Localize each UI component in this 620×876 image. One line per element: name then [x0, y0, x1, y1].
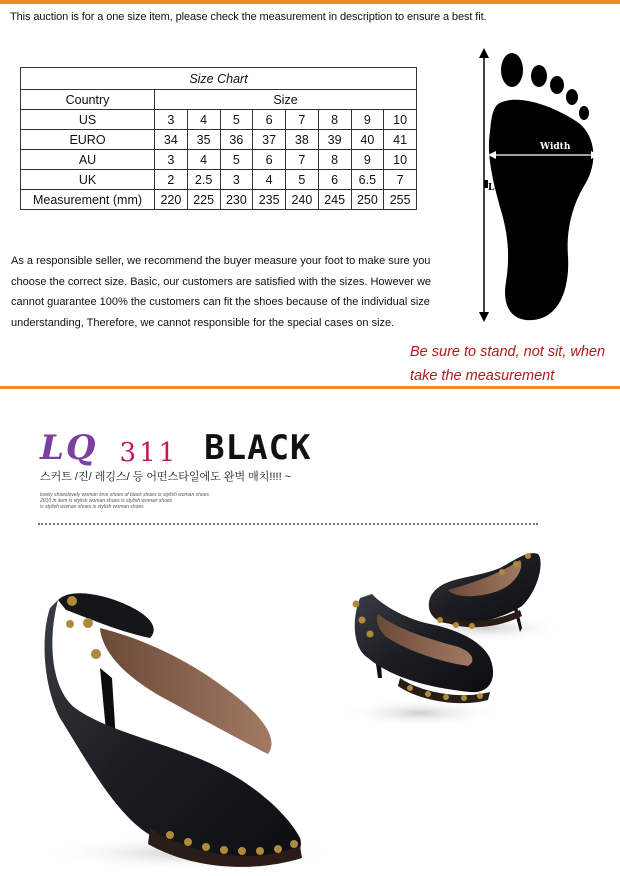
size-cell: 34 — [155, 130, 188, 150]
size-cell: 41 — [384, 130, 417, 150]
stand-note-line: take the measurement — [410, 368, 555, 384]
size-chart-row — [21, 130, 417, 150]
dotted-divider — [38, 523, 538, 525]
size-cell: 5 — [286, 170, 319, 190]
product-code: LQ — [40, 428, 98, 468]
size-chart-row — [21, 110, 417, 130]
product-title — [40, 428, 312, 468]
size-cell: 2 — [155, 170, 188, 190]
deco-line: 2010 in item is stylish woman shoes is stylish woman shoes — [40, 498, 173, 504]
fit-notice: This auction is for a one size item, please check the measurement in description to ensure a best fit. — [10, 11, 487, 23]
size-row-label: AU — [21, 150, 155, 170]
size-row-label: US — [21, 110, 155, 130]
size-cell: 240 — [286, 190, 319, 210]
foot-measurement-diagram — [478, 46, 608, 326]
size-cell: 4 — [187, 150, 220, 170]
top-divider — [0, 0, 620, 4]
size-cell: 225 — [187, 190, 220, 210]
length-label: Length — [488, 183, 524, 193]
stand-measurement-note — [410, 340, 605, 388]
size-cell: 230 — [220, 190, 253, 210]
size-cell: 10 — [384, 110, 417, 130]
size-cell: 255 — [384, 190, 417, 210]
size-cell: 3 — [155, 110, 188, 130]
size-cell: 38 — [286, 130, 319, 150]
size-cell: 8 — [318, 110, 351, 130]
size-cell: 4 — [253, 170, 286, 190]
size-header: Size — [155, 90, 417, 110]
size-cell: 6.5 — [351, 170, 384, 190]
size-cell: 6 — [253, 110, 286, 130]
size-row-label: UK — [21, 170, 155, 190]
size-cell: 3 — [220, 170, 253, 190]
size-cell: 2.5 — [187, 170, 220, 190]
size-chart-row — [21, 150, 417, 170]
size-cell: 35 — [187, 130, 220, 150]
length-arrow-head-bottom — [479, 312, 489, 322]
advice-line: cannot guarantee 100% the customers can fit the shoes because of the individual size — [11, 296, 430, 308]
advice-line: understanding, Therefore, we cannot responsible for the special cases on size. — [11, 316, 395, 329]
size-cell: 5 — [220, 150, 253, 170]
size-cell: 37 — [253, 130, 286, 150]
size-cell: 4 — [187, 110, 220, 130]
size-chart-caption: Size Chart — [21, 68, 417, 90]
size-cell: 8 — [318, 150, 351, 170]
size-cell: 5 — [220, 110, 253, 130]
size-chart-header-row — [21, 90, 417, 110]
advice-line: As a responsible seller, we recommend the buyer measure your foot to make sure you — [11, 255, 431, 267]
size-row-label: Measurement (mm) — [21, 190, 155, 210]
product-photo — [0, 528, 620, 876]
length-arrow-head-top — [479, 48, 489, 58]
size-cell: 6 — [318, 170, 351, 190]
size-cell: 235 — [253, 190, 286, 210]
size-chart-row — [21, 190, 417, 210]
stand-note-line: Be sure to stand, not sit, when — [410, 344, 606, 360]
large-shoe — [40, 593, 340, 871]
product-subtitle: 스커트 /진/ 레깅스/ 등 어떤스타일에도 완벽 매치!!!! ~ — [40, 471, 292, 483]
size-cell: 39 — [318, 130, 351, 150]
product-color: BLACK — [204, 428, 312, 468]
size-cell: 6 — [253, 150, 286, 170]
size-cell: 7 — [286, 150, 319, 170]
decorative-caption — [40, 492, 209, 510]
country-header: Country — [21, 90, 155, 110]
size-cell: 245 — [318, 190, 351, 210]
section-divider — [0, 386, 620, 389]
size-chart-table — [20, 67, 417, 210]
size-cell: 7 — [384, 170, 417, 190]
size-cell: 220 — [155, 190, 188, 210]
advice-paragraph — [11, 251, 441, 333]
size-chart-caption-row — [21, 68, 417, 90]
product-number: 311 — [119, 438, 179, 468]
width-arrow-head-right — [591, 151, 599, 159]
size-cell: 36 — [220, 130, 253, 150]
advice-line: choose the correct size. Basic, our customers are satisfied with the sizes. However we — [11, 275, 432, 288]
size-cell: 3 — [155, 150, 188, 170]
width-label: Width — [540, 142, 571, 152]
size-cell: 7 — [286, 110, 319, 130]
size-cell: 10 — [384, 150, 417, 170]
deco-line: lovely shoeslovely woman love shoes of black shoes is stylish woman shoes — [40, 492, 209, 498]
size-cell: 9 — [351, 110, 384, 130]
size-chart-row — [21, 170, 417, 190]
deco-line: is stylish woman shoes is stylish woman shoes — [40, 504, 144, 510]
size-cell: 40 — [351, 130, 384, 150]
size-chart-body — [21, 110, 417, 210]
size-cell: 250 — [351, 190, 384, 210]
size-cell: 9 — [351, 150, 384, 170]
size-row-label: EURO — [21, 130, 155, 150]
